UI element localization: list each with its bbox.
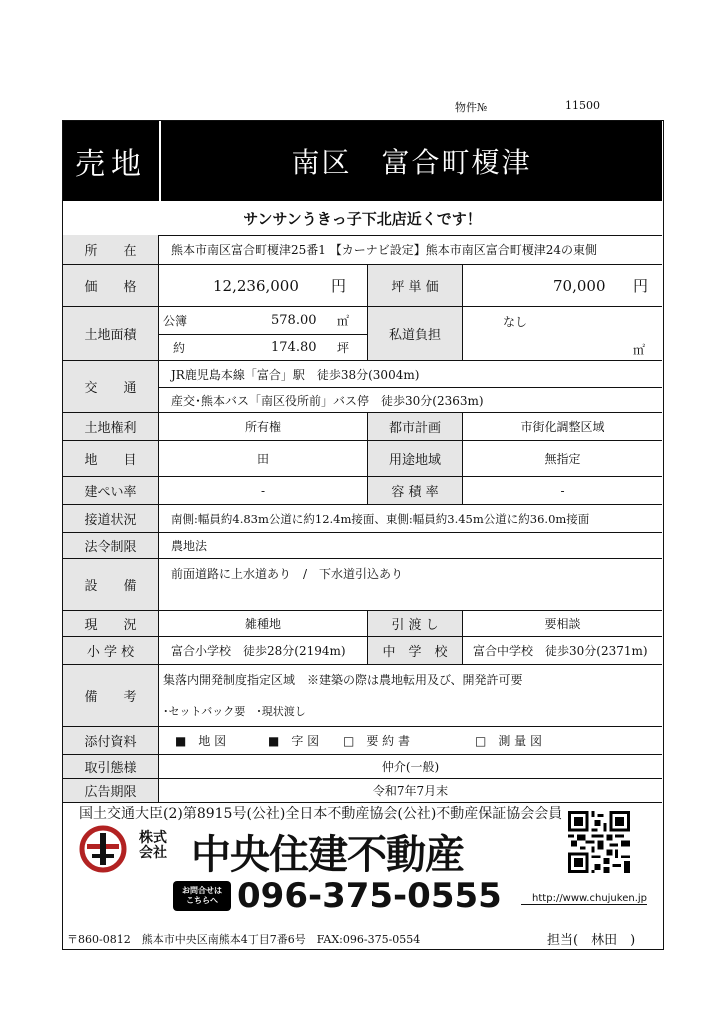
value-land-right: 所有権 [244, 420, 281, 434]
label-private-road: 私道負担 [367, 307, 463, 360]
value-facilities: 前面道路に上水道あり / 下水道引込あり [171, 567, 404, 581]
attachment-aza-map: ■ 字 図 [268, 734, 320, 748]
value-handover: 要相談 [544, 617, 581, 631]
value-transaction: 仲介(一般) [381, 760, 440, 774]
tel-badge-line1: お問合せは [182, 886, 222, 895]
row-attachments [63, 727, 662, 755]
label-road: 接道状況 [63, 505, 159, 532]
row-facilities [63, 559, 662, 611]
label-use-zone: 用途地域 [367, 441, 463, 476]
row-school [63, 637, 662, 665]
kobo-label: 公簿 [163, 314, 188, 328]
label-status: 現 況 [63, 611, 159, 636]
attachment-map: ■ 地 図 [175, 734, 227, 748]
tel-badge [173, 881, 231, 911]
value-status: 雑種地 [244, 617, 281, 631]
property-sheet [62, 120, 664, 950]
row-land-right [63, 413, 662, 441]
approx-unit: 坪 [337, 341, 350, 355]
value-private-road: なし [503, 315, 528, 329]
company-logo-icon [79, 825, 127, 873]
catch-copy: サンサンうきっ子下北店近くです！ [63, 201, 662, 236]
tel-number[interactable]: 096-375-0555 [237, 876, 502, 916]
row-law [63, 533, 662, 559]
value-road: 南側:幅員約4.83m公道に約12.4m接面、東側:幅員約3.45m公道に約36.0m接面 [171, 511, 590, 526]
label-city-plan: 都市計画 [367, 413, 463, 440]
row-road [63, 505, 662, 533]
tel-badge-line2: こちらへ [186, 896, 218, 905]
row-remarks [63, 665, 662, 727]
row-status [63, 611, 662, 637]
land-area-kobo [159, 307, 367, 335]
header-bar [63, 121, 662, 201]
label-junior-high: 中 学 校 [367, 637, 463, 664]
label-coverage: 建ぺい率 [63, 477, 159, 504]
property-number-value: 11500 [565, 99, 600, 112]
row-ad-period [63, 779, 662, 803]
value-remarks-2: ･セットバック要 ･現状渡し [163, 705, 306, 718]
row-coverage [63, 477, 662, 505]
attachment-summary: □ 要 約 書 [343, 734, 410, 748]
value-city-plan: 市街化調整区域 [520, 420, 605, 434]
transport-line-1: JR鹿児島本線「富合」駅 徒歩38分(3004m) [159, 361, 662, 388]
property-title: 南区 富合町榎津 [291, 146, 532, 179]
value-tsubo-price: 70,000 [553, 276, 606, 295]
value-coverage: - [260, 483, 266, 498]
value-remarks-1: 集落内開発制度指定区域 ※建築の際は農地転用及び、開発許可要 [163, 673, 523, 687]
land-area-approx [159, 334, 367, 361]
price-unit: 円 [331, 277, 347, 295]
value-price: 12,236,000 [213, 276, 299, 295]
label-address: 所 在 [63, 235, 159, 264]
approx-label: 約 [173, 341, 186, 355]
tsubo-price-unit: 円 [633, 277, 649, 295]
company-name: 中央住建不動産 [191, 832, 464, 878]
company-address: 〒860-0812 熊本市中央区南熊本4丁目7番6号 FAX:096-375-0554 [67, 933, 421, 946]
label-handover: 引 渡 し [367, 611, 463, 636]
website-link[interactable]: http://www.chujuken.jp [521, 893, 647, 905]
qr-code-icon[interactable] [568, 811, 630, 873]
label-transport: 交 通 [63, 361, 159, 412]
label-law: 法令制限 [63, 533, 159, 558]
contact-person: 担当( 林田 ) [547, 933, 636, 948]
label-land-right: 土地権利 [63, 413, 159, 440]
attachment-survey: □ 測 量 図 [475, 734, 542, 748]
value-law: 農地法 [171, 539, 208, 553]
property-kind: 売地 [63, 121, 161, 201]
value-floor-ratio: - [560, 483, 565, 498]
row-transport [63, 361, 662, 413]
transport-line-2: 産交･熊本バス「南区役所前」バス停 徒歩30分(2363m) [171, 393, 484, 408]
label-attachments: 添付資料 [63, 727, 159, 754]
label-floor-ratio: 容 積 率 [367, 477, 463, 504]
row-land-category [63, 441, 662, 477]
label-land-area: 土地面積 [63, 307, 159, 360]
value-address: 熊本市南区富合町榎津25番1 【カーナビ設定】熊本市南区富合町榎津24の東側 [171, 243, 597, 257]
label-price: 価 格 [63, 265, 159, 306]
value-use-zone: 無指定 [544, 452, 581, 466]
property-number-label: 物件№ [455, 101, 488, 114]
label-ad-period: 広告期限 [63, 779, 159, 802]
value-land-category: 田 [256, 452, 269, 466]
approx-value: 174.80 [271, 340, 317, 355]
label-elementary: 小 学 校 [63, 637, 159, 664]
private-road-unit: ㎡ [633, 343, 646, 357]
row-price [63, 265, 662, 307]
row-address [63, 235, 662, 265]
label-transaction: 取引態様 [63, 755, 159, 778]
row-transaction [63, 755, 662, 779]
license-text: 国土交通大臣(2)第8915号(公社)全日本不動産協会(公社)不動産保証協会会員 [79, 806, 563, 822]
kobo-unit: ㎡ [337, 314, 350, 328]
company-prefix: 株式会社 [139, 830, 167, 861]
tel-block [173, 876, 502, 916]
value-ad-period: 令和7年7月末 [372, 784, 449, 798]
label-tsubo-price: 坪 単 価 [367, 265, 463, 306]
label-facilities: 設 備 [63, 559, 159, 610]
label-remarks: 備 考 [63, 665, 159, 726]
value-elementary: 富合小学校 徒歩28分(2194m) [171, 644, 346, 658]
company-footer [63, 803, 662, 949]
property-number [455, 99, 600, 115]
value-junior-high: 富合中学校 徒歩30分(2371m) [473, 644, 648, 658]
label-land-category: 地 目 [63, 441, 159, 476]
kobo-value: 578.00 [271, 313, 317, 328]
row-land-area [63, 307, 662, 361]
